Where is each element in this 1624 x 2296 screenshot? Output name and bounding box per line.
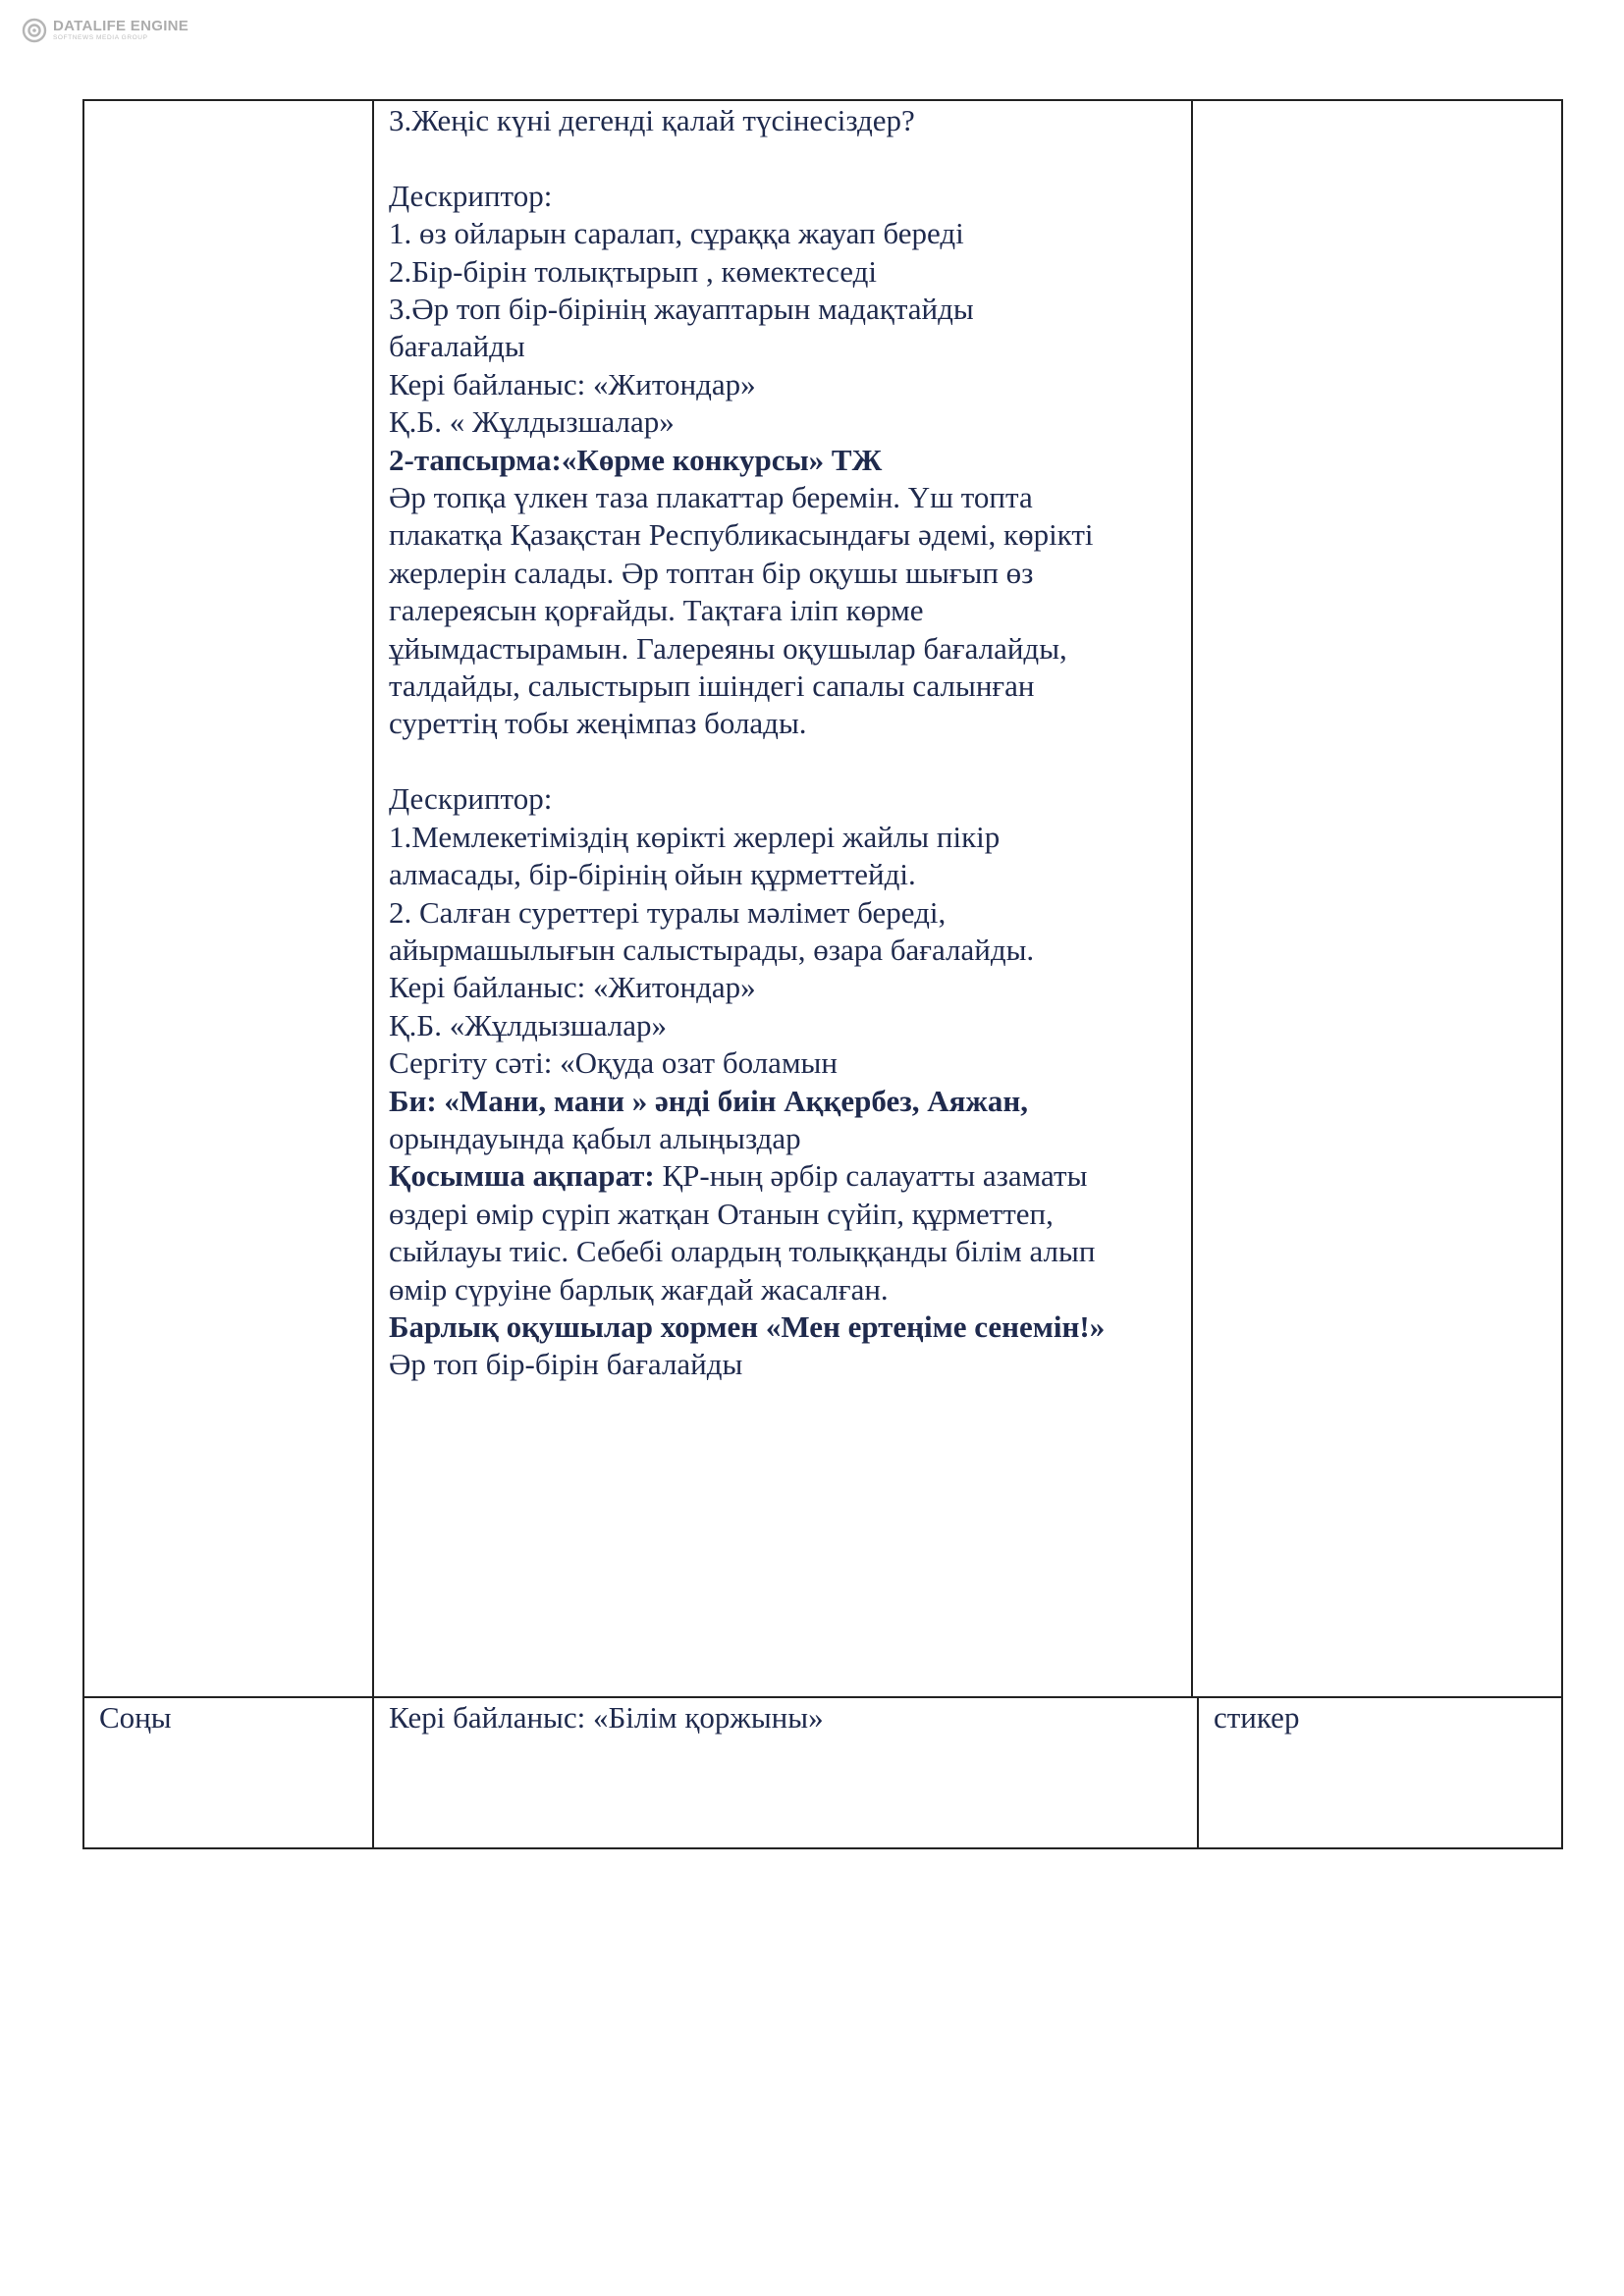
text-line [389,442,1174,479]
table-column-divider [372,99,374,1849]
table-border-right [1561,99,1563,1849]
text-line [389,630,1174,667]
line-text: ҚР-ның әрбір салауатты азаматы [654,1158,1088,1194]
line-text: Кері байланыс: «Житондар» [389,366,756,401]
table-border-top [82,99,1563,101]
table-border-left [82,99,84,1849]
resource-label: стикер [1214,1700,1300,1735]
line-text: бағалайды [389,329,525,364]
logo-title: DATALIFE ENGINE [53,18,189,35]
line-text: Әр топ бір-бірін бағалайды [389,1347,743,1382]
text-line [389,1083,1174,1120]
text-line [389,592,1174,629]
line-text: орындауында қабыл алыңыздар [389,1120,801,1155]
line-text: алмасады, бір-бірінің ойын құрметтейді. [389,857,916,892]
line-text: өмір сүруіне барлық жағдай жасалған. [389,1271,889,1307]
bold-text: Қосымша ақпарат: [389,1158,655,1194]
text-line [389,215,1174,252]
line-text: плакатқа Қазақстан Республикасындағы әдемі, көрікті [389,517,1094,553]
bold-text: Барлық оқушылар хормен «Мен ертеңіме сенемін!» [389,1308,1106,1344]
text-line [389,328,1174,365]
text-line [389,253,1174,291]
line-text: 1.Мемлекетіміздің көрікті жерлері жайлы пікір [389,819,1001,854]
text-line [389,1044,1174,1082]
text-line [389,291,1174,328]
line-text: ұйымдастырамын. Галереяны оқушылар бағалайды, [389,630,1067,666]
text-line [389,178,1174,215]
table-border-bottom [82,1847,1563,1849]
line-text: 3.Әр топ бір-бірінің жауаптарын мадақтайды [389,292,974,327]
blank-line [389,139,1174,177]
bold-text: Би: «Мани, мани » әнді биін Аққербез, Аяжан, [389,1083,1028,1118]
stage-label: Соңы [99,1700,172,1735]
table-column-divider [1197,1696,1199,1849]
line-text: Қ.Б. «Жұлдызшалар» [389,1007,667,1042]
line-text: 3.Жеңіс күні дегенді қалай түсінесіздер? [389,103,915,137]
text-line [389,969,1174,1006]
end-content-cell [389,1699,824,1736]
bold-text: 2-тапсырма:«Көрме конкурсы» ТЖ [389,442,883,477]
text-line [389,667,1174,705]
line-text: Қ.Б. « Жұлдызшалар» [389,404,675,440]
line-text: Кері байланыс: «Житондар» [389,970,756,1005]
line-text: Әр топқа үлкен таза плакаттар беремін. Үш топта [389,480,1033,515]
line-text: Сергіту сәті: «Оқуда озат боламын [389,1045,838,1081]
text-line [389,403,1174,441]
logo-subtitle: SOFTNEWS MEDIA GROUP [53,34,148,42]
text-line [389,932,1174,969]
table-row-divider [82,1696,1563,1698]
text-line [389,479,1174,516]
line-text: талдайды, салыстырып ішіндегі сапалы салынған [389,668,1035,704]
line-text: Дескриптор: [389,781,553,817]
text-line [389,1233,1174,1270]
text-line [389,1346,1174,1383]
text-line [389,894,1174,932]
line-text: 2. Салған суреттері туралы мәлімет береді, [389,894,947,930]
line-text: суреттің тобы жеңімпаз болады. [389,706,807,741]
line-text: 2.Бір-бірін толықтырып , көмектеседі [389,253,877,289]
text-line [389,516,1174,554]
text-line [389,819,1174,856]
text-line [389,1196,1174,1233]
main-content-cell [389,102,1174,1384]
resource-cell [1214,1699,1299,1736]
feedback-line: Кері байланыс: «Білім қоржыны» [389,1700,824,1735]
text-line [389,366,1174,403]
text-line [389,705,1174,742]
line-text: айырмашылығын салыстырады, өзара бағалайды. [389,932,1035,967]
text-line [389,856,1174,893]
blank-line [389,743,1174,780]
line-text: жерлерін салады. Әр топтан бір оқушы шығып өз [389,555,1034,590]
text-line [389,102,1174,139]
text-line [389,555,1174,592]
line-text: өздері өмір сүріп жатқан Отанын сүйіп, құрметтеп, [389,1196,1054,1231]
line-text: 1. өз ойларын саралап, сұраққа жауап береді [389,216,964,251]
line-text: сыйлауы тиіс. Себебі олардың толыққанды білім алып [389,1234,1096,1269]
table-column-divider [1191,99,1193,1698]
text-line [389,1120,1174,1157]
text-line [389,1007,1174,1044]
text-line [389,1157,1174,1195]
stage-cell-end [99,1699,172,1736]
line-text: галереясын қорғайды. Тақтаға іліп көрме [389,593,924,628]
text-line [389,1308,1174,1346]
line-text: Дескриптор: [389,178,553,213]
text-line [389,1271,1174,1308]
text-line [389,780,1174,818]
